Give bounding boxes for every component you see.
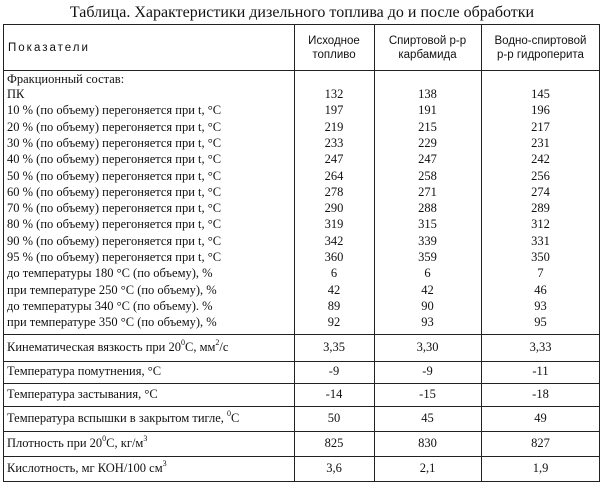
superscript: 3 (162, 458, 167, 468)
superscript: 0 (180, 337, 185, 347)
fraction-row-value: 89 (327, 298, 341, 313)
table-title: Таблица. Характеристики дизельного топлива до и после обработки (69, 4, 535, 21)
fraction-row-value: 290 (324, 201, 344, 216)
fraction-row-value: 42 (327, 282, 341, 297)
fraction-row-value: 256 (531, 168, 550, 183)
property-label: Температура застывания, °С (7, 387, 158, 401)
property-value: 3,30 (416, 340, 439, 354)
row-divider (4, 334, 599, 335)
fraction-row-value: 93 (421, 315, 434, 330)
fraction-heading: Фракционный состав: (7, 72, 125, 86)
fraction-row-label: 20 % (по объему) перегоняется при t, °С (7, 119, 222, 134)
property-label: Кислотность, мг КОН/100 $см^3$ (7, 458, 167, 475)
row-divider (4, 406, 599, 407)
property-value: 827 (531, 436, 550, 450)
row-divider (4, 361, 599, 362)
fraction-row-label: до температуры 340 °С (по объему). % (7, 298, 213, 313)
fraction-row-value: 339 (418, 233, 437, 248)
fraction-row-value: 258 (418, 168, 437, 183)
property-value: 45 (421, 411, 434, 425)
fraction-row-value: 7 (537, 266, 544, 281)
header-original-fuel: Исходное топливо (308, 34, 360, 61)
header-hydroperite-solution: Водно-спиртовой р-р гидроперита (494, 34, 587, 61)
fraction-row-value: 42 (421, 282, 434, 297)
fraction-row-value: 289 (531, 201, 550, 216)
property-value: 50 (327, 411, 341, 425)
fraction-row-label: 70 % (по объему) перегоняется при t, °С (7, 201, 222, 216)
row-divider (4, 383, 599, 384)
fraction-row-value: 138 (418, 87, 437, 101)
fraction-row-value: 219 (324, 119, 344, 134)
superscript: 0 (227, 408, 232, 418)
fraction-row-label: до температуры 180 °С (по объему), % (7, 266, 213, 281)
fraction-row-value: 288 (418, 201, 437, 216)
fraction-row-label: при температуре 350 °С (по объему), % (7, 315, 217, 330)
header-divider (4, 70, 599, 71)
fraction-row-label: 95 % (по объему) перегоняется при t, °С (7, 250, 222, 264)
fraction-row-label: 10 % (по объему) перегоняется при t, °С (7, 103, 222, 118)
fraction-row-value: 145 (531, 87, 550, 101)
fraction-row-value: 6 (424, 266, 431, 281)
fraction-row-value: 278 (324, 184, 344, 199)
fraction-row-value: 6 (330, 266, 338, 281)
property-value: 825 (324, 436, 344, 450)
fraction-row-value: 247 (324, 152, 344, 167)
property-value: 830 (418, 436, 437, 450)
property-value: 49 (534, 411, 547, 425)
property-label: Кинематическая вязкость при $20^0С$, $мм^2/с$ (7, 337, 229, 354)
property-value: 3,6 (326, 461, 342, 475)
fraction-row-label: 60 % (по объему) перегоняется при t, °С (7, 184, 222, 199)
fraction-row-value: 350 (531, 250, 550, 264)
property-value: -9 (422, 364, 433, 378)
fraction-row-label: при температуре 250 °С (по объему), % (7, 282, 217, 297)
fraction-row-value: 229 (418, 135, 437, 150)
superscript: 2 (215, 337, 220, 347)
fraction-row-value: 331 (531, 233, 550, 248)
fraction-row-value: 92 (327, 315, 341, 330)
fraction-row-value: 93 (534, 298, 547, 313)
fraction-row-value: 342 (324, 233, 344, 248)
fraction-row-value: 264 (324, 168, 344, 183)
superscript: 3 (143, 433, 148, 443)
property-value: -14 (325, 387, 343, 401)
fraction-row-label: 80 % (по объему) перегоняется при t, °С (7, 217, 222, 232)
property-label: Температура вспышки в закрытом тигле, $^0$С (7, 408, 240, 425)
fraction-row-label: ПК (7, 87, 25, 101)
fraction-row-value: 315 (418, 217, 437, 232)
fraction-row-value: 242 (531, 152, 550, 167)
fraction-row-value: 319 (324, 217, 344, 232)
fraction-row-value: 95 (534, 315, 547, 330)
fraction-row-value: 197 (324, 103, 344, 118)
property-value: -18 (532, 387, 549, 401)
fraction-row-value: 46 (534, 282, 547, 297)
property-value: -11 (532, 364, 549, 378)
property-value: 3,35 (323, 340, 345, 354)
fraction-row-value: 274 (531, 184, 550, 199)
fraction-row-value: 215 (418, 119, 437, 134)
property-label: Температура помутнения, °С (7, 364, 162, 378)
property-value: 1,9 (532, 461, 549, 475)
fraction-row-value: 271 (418, 184, 437, 199)
row-divider (4, 431, 599, 432)
header-urea-solution: Спиртовой р-р карбамида (388, 34, 467, 61)
fraction-row-value: 90 (421, 298, 434, 313)
fraction-row-value: 359 (418, 250, 437, 264)
header-indicators: Показатели (8, 41, 90, 54)
property-value: -9 (328, 364, 340, 378)
superscript: 0 (102, 433, 107, 443)
property-label: Плотность при $20^0С$, $кг/м^3$ (7, 433, 148, 450)
fraction-row-value: 360 (324, 250, 344, 264)
property-value: 3,33 (529, 340, 552, 354)
fraction-row-label: 40 % (по объему) перегоняется при t, °С (7, 152, 222, 167)
fraction-row-value: 196 (531, 103, 550, 118)
property-value: -15 (419, 387, 436, 401)
fraction-row-value: 217 (531, 119, 550, 134)
property-value: 2,1 (419, 461, 436, 475)
fraction-row-value: 312 (531, 217, 550, 232)
fraction-row-value: 132 (324, 87, 344, 101)
fraction-row-value: 231 (531, 135, 550, 150)
fraction-row-label: 90 % (по объему) перегоняется при t, °С (7, 233, 222, 248)
fraction-row-value: 247 (418, 152, 437, 167)
data-table (3, 24, 600, 482)
fraction-row-value: 191 (418, 103, 437, 118)
row-divider (4, 456, 599, 457)
fraction-row-label: 50 % (по объему) перегоняется при t, °С (7, 168, 222, 183)
fraction-row-value: 233 (324, 135, 344, 150)
fraction-row-label: 30 % (по объему) перегоняется при t, °С (7, 135, 222, 150)
